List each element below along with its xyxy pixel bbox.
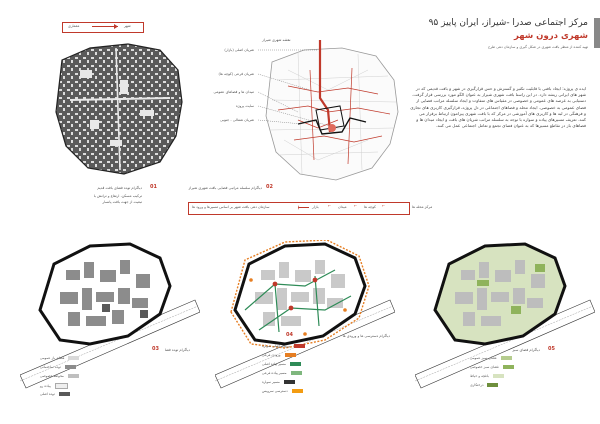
legend-label: باغچه و حیاط xyxy=(470,374,489,378)
plan1-caption: دیاگرام توده فضا xyxy=(164,348,190,352)
legend-item xyxy=(470,374,504,378)
legend-label: پیاده رو xyxy=(40,384,51,388)
page-caption: تهیه کننده از منظر بافت شهری در شکل گیری و سازمان دهی طرح xyxy=(487,45,588,49)
fig2-title: نقشه شهری شیراز xyxy=(262,38,291,42)
legend-label: محوطه خصوصی xyxy=(40,374,64,378)
flow-middle-end: سازمان دهی بافت شهر بر اساس مسیرها و ورود ها xyxy=(192,205,270,209)
legend-label: فضای سبز خصوصی xyxy=(470,365,499,369)
legend-item xyxy=(262,353,296,357)
legend-swatch xyxy=(55,383,68,389)
fig2-label-3: میدان ها و فضاهای عمومی xyxy=(213,90,254,94)
legend-label: فضای سبز عمومی xyxy=(470,356,497,360)
legend-swatch xyxy=(65,365,76,369)
arrow-left-icon xyxy=(90,22,120,31)
legend-label: ورودی فرعی xyxy=(262,353,281,357)
legend-swatch xyxy=(493,374,504,378)
flow-from: شهر xyxy=(124,24,131,28)
fig2-label-4: سایت پروژه xyxy=(235,104,254,108)
legend-item xyxy=(40,374,79,378)
plan2-caption: دیاگرام دسترسی ها و ورودی ها xyxy=(342,334,390,338)
legend-item xyxy=(470,365,514,369)
plan2-number: 04 xyxy=(286,332,293,338)
legend-label: توده ساختمانی xyxy=(40,365,61,369)
legend-label: مسیر پیاده فرعی xyxy=(262,371,287,375)
flow-middle-item-2: میدان xyxy=(338,205,347,209)
legend-swatch xyxy=(59,392,70,396)
plan1-number: 03 xyxy=(152,346,159,352)
plan2-legend xyxy=(262,344,352,404)
legend-item xyxy=(262,389,303,393)
flow-arrow-3: ← xyxy=(382,204,386,208)
legend-item xyxy=(262,344,305,348)
legend-label: دسترسی سرویس xyxy=(262,389,288,393)
page-title: مرکز اجتماعی صدرا -شیراز، ایران پاییز ۹۵ xyxy=(428,18,588,28)
legend-swatch xyxy=(292,389,303,393)
plan1-legend xyxy=(40,356,120,406)
page-subtitle: شهری درون شهر xyxy=(513,31,588,41)
legend-item xyxy=(40,365,76,369)
fig2-label-1: شریان اصلی (بازار) xyxy=(224,48,254,52)
legend-swatch xyxy=(68,374,79,378)
plan3-number: 05 xyxy=(548,346,555,352)
plan3-legend xyxy=(470,356,560,396)
fig1-number: 01 xyxy=(150,184,157,190)
flow-city-architecture xyxy=(62,22,142,32)
legend-swatch xyxy=(291,371,302,375)
legend-label: درختکاری xyxy=(470,383,484,387)
plan3-caption: دیاگرام فضای سبز xyxy=(512,348,540,352)
legend-item xyxy=(262,380,295,384)
fig2-number: 02 xyxy=(266,184,273,190)
legend-label: مسیر سواره xyxy=(262,380,280,384)
legend-swatch xyxy=(487,383,498,387)
header xyxy=(400,18,600,58)
legend-swatch xyxy=(501,356,512,360)
flow-arrow-1: ← xyxy=(328,204,332,208)
description-text: ایده ی پروژه: ایجاد بافتی با قابلیت تکثیر و گسترش و حس قرارگیری در شهر و بافت قدیمی که در شهر های ایرانی ریشه دارد. در این راستا بافت شهری شیراز به عنوان الگو مورد بررسی قرار گرفت. دستیابی به عرصه های عمومی و خصوصی در مقیاس های متفاوت و ایجاد سلسله مراتب فضایی از فضای عمومی به خصوصی. ایجاد محله و فضاهای اجتماعی در دل پروژه، قرارگیری کاربری های تجاری و فرهنگی در لبه ها و کاربری های آموزشی در مرکز که با بافت شهری پیرامون ارتباط برقرار می کنند. تعریف مسیرهای پیاده و سواره با توجه به سلسله مراتب شریان های بافت و ایجاد میدان ها و فضاهای باز در تقاطع مسیرها که به عنوان فضای تجمع و تعامل اجتماعی عمل می کنند. xyxy=(410,86,586,129)
legend-swatch xyxy=(284,380,295,384)
flow-middle xyxy=(188,202,408,214)
flow-middle-item-1: کوچه ها xyxy=(364,205,376,209)
legend-label: مسیر پیاده اصلی xyxy=(262,362,286,366)
legend-item xyxy=(40,356,79,360)
fig1-caption-1: دیاگرام توده فضای بافت قدیم xyxy=(97,186,142,190)
flow-arrow-2: ← xyxy=(354,204,358,208)
fig2-label-5: شریان شمالی - جنوبی xyxy=(220,118,254,122)
legend-item xyxy=(40,392,70,396)
fig1-caption-3: تبعیت از جهت بافت پانسار xyxy=(102,200,142,204)
flow-to: معماری xyxy=(68,24,80,28)
legend-swatch xyxy=(68,356,79,360)
legend-swatch xyxy=(294,344,305,348)
old-fabric-map xyxy=(50,40,190,180)
fig1-caption-2: ترکیب مسکن، ارتفاع و ترانش با xyxy=(93,194,142,198)
legend-swatch xyxy=(503,365,514,369)
legend-label: توده اصلی xyxy=(40,392,55,396)
legend-item xyxy=(470,356,512,360)
arrow-right-icon xyxy=(298,202,310,213)
legend-swatch xyxy=(285,353,296,357)
fig2-caption: دیاگرام سلسله مراتبی فضایی بافت شهری شیراز xyxy=(188,186,262,190)
legend-item xyxy=(262,362,301,366)
legend-label: فضای باز عمومی xyxy=(40,356,65,360)
legend-item xyxy=(262,371,302,375)
legend-swatch xyxy=(290,362,301,366)
fig2-label-2: شریان فرعی (کوچه ها) xyxy=(218,72,254,76)
flow-middle-item-3: بازار xyxy=(312,205,319,209)
shiraz-hierarchy-map xyxy=(258,40,408,190)
header-accent-bar xyxy=(594,18,600,48)
legend-label: ورودی اصلی سواره xyxy=(262,344,290,348)
flow-middle-start: مرکز محله ها xyxy=(412,205,433,209)
legend-item xyxy=(470,383,498,387)
legend-item xyxy=(40,383,68,389)
